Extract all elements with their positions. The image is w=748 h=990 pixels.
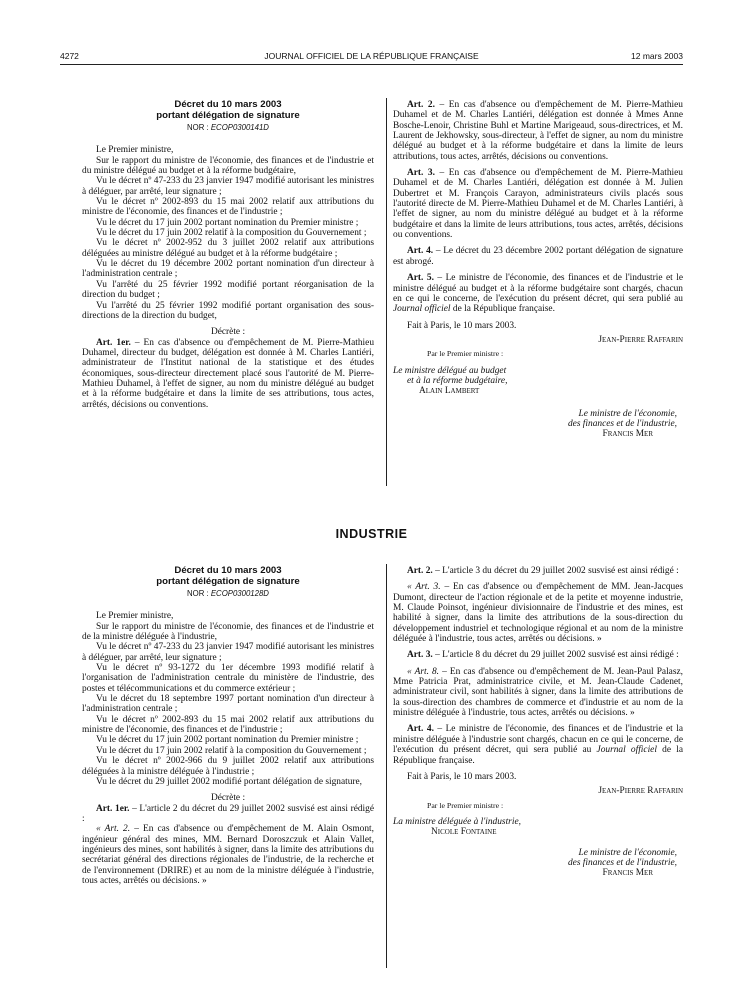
- visa-paragraph: Vu le décret nº 93-1272 du 1er décembre 1993 modifié relatif à l'organisation de l'administration centrale du ministère de l'industrie, des postes et télécommunications et du commerce extérieur ;: [82, 663, 374, 694]
- decree2-by-pm: Par le Premier ministre :: [427, 800, 504, 810]
- decree1-nor: NOR : ECOP0300141D: [187, 123, 269, 132]
- visa-paragraph: Vu le décret du 18 septembre 1997 portant nomination d'un directeur à l'administration centrale ;: [82, 694, 374, 715]
- visa-paragraph: Vu l'arrêté du 25 février 1992 modifié portant organisation des sous-directions de la direction du budget,: [82, 300, 374, 321]
- decree2-nor: NOR : ECOP0300128D: [187, 589, 269, 598]
- decree2-art1: Art. 1er. – L'article 2 du décret du 29 juillet 2002 susvisé est ainsi rédigé :: [82, 803, 375, 824]
- decree2-art2: Art. 2. – L'article 3 du décret du 29 juillet 2002 susvisé est ainsi rédigé :: [407, 566, 679, 576]
- visa-paragraph: Vu le décret nº 2002-952 du 3 juillet 2002 relatif aux attributions déléguées au ministre délégué au budget et à la réforme budgétaire ;: [82, 238, 374, 259]
- decree1-art1: Art. 1er. – En cas d'absence ou d'empêchement de M. Pierre-Mathieu Duhamel, directeur du budget, délégation est donnée à M. Charles Lantiéri, administrateur de l'Institut national de la statistique et des études économiques, sous-directeur directement placé sous l'autorité de M. Pierre-Mathieu Duhamel, à l'effet de signer, au nom du ministre délégué au budget et à la réforme budgétaire et dans la limite de ses attributions, tous actes, arrêtés, décisions ou conventions.: [82, 337, 375, 410]
- decree2-right-column: Art. 2. – L'article 3 du décret du 29 juillet 2002 susvisé est ainsi rédigé : « Art. 3. – En cas d'absence ou d'empêchement de MM. Jean-Jacques Dumont, directeur de l'action régionale et de la petite et moyenne industrie, M. Claude Poinsot, ingénieur divisionnaire de l'industrie et des mines, est habilité à signer, dans la limite des attributions de la sous-direction du développement industriel et technologique régional et au nom de la ministre déléguée à l'industrie, tous actes, arrêtés ou décisions. » Art. 3. – L'article 8 du décret du 29 juillet 2002 susvisé est ainsi rédigé : « Art. 8. – En cas d'absence ou d'empêchement de M. Jean-Paul Palasz, Mme Patricia Prat, administratrice civile, et M. Jean-Claude Cadenet, administrateur civil, sont habilités à signer, dans la limite des attributions de la sous-direction des chambres de commerce et d'industrie et au nom de la ministre déléguée à l'industrie, tous actes, arrêtés ou décisions. » Art. 4. – Le ministre de l'économie, des finances et de l'industrie et la ministre déléguée à l'industrie sont chargés, chacun en ce qui le concerne, de l'exécution du présent décret, qui sera publié au Journal officiel de la République française. Fait à Paris, le 10 mars 2003. Jean-Pierre Raffarin Par le Premier ministre : La ministre déléguée à l'industrie, Nicole Fontaine Le ministre de l'économie, des finances et de l'industrie, Francis Mer: [393, 566, 684, 879]
- visa-paragraph: Vu le décret du 17 juin 2002 relatif à la composition du Gouvernement ;: [96, 745, 367, 756]
- decree2-minister-eco-name: Francis Mer: [602, 868, 653, 879]
- decree2-minister-ind: La ministre déléguée à l'industrie,: [393, 816, 521, 827]
- decree2-art3: Art. 3. – L'article 8 du décret du 29 juillet 2002 susvisé est ainsi rédigé :: [407, 650, 679, 661]
- decree2-visas: [82, 611, 374, 787]
- decree2-art1-quote: « Art. 2. – En cas d'absence ou d'empêchement de M. Alain Osmont, ingénieur général des mines, MM. Bernard Doroszczuk et Alain Vallet, ingénieurs des mines, sont habilités à signer, dans la limite des attributions du secrétariat général des directions régionales de l'industrie, de la recherche et de l'environnement (DRIRE) et au nom de la ministre déléguée à l'industrie, tous actes, arrêtés ou décisions. »: [82, 824, 374, 886]
- decree1-decrete: Décrète :: [210, 327, 246, 338]
- decree1-art5: Art. 5. – Le ministre de l'économie, des finances et de l'industrie et le ministre délégué au budget et à la réforme budgétaire sont chargés, chacun en ce qui le concerne, de l'exécution du présent décret, qui sera publié au Journal officiel de la République française.: [393, 273, 683, 315]
- column-divider-1: [386, 98, 387, 486]
- visa-paragraph: Vu le décret du 29 juillet 2002 modifié portant délégation de signature,: [96, 776, 363, 787]
- issue-date: 12 mars 2003: [631, 51, 683, 61]
- section-title: INDUSTRIE: [335, 527, 408, 541]
- decree1-signer: Jean-Pierre Raffarin: [598, 334, 683, 345]
- column-divider-2: [386, 564, 387, 968]
- visa-paragraph: Vu le décret du 17 juin 2002 portant nomination du Premier ministre ;: [96, 217, 359, 228]
- visa-paragraph: Sur le rapport du ministre de l'économie, des finances et de l'industrie et du ministre délégué au budget et à la réforme budgétaire,: [82, 155, 374, 177]
- page-number: 4272: [60, 51, 79, 61]
- decree1-minister-eco-name: Francis Mer: [602, 429, 653, 440]
- visa-paragraph: Sur le rapport du ministre de l'économie, des finances et de l'industrie et de la ministre déléguée à l'industrie,: [82, 621, 374, 643]
- decree1-minister-budget: Le ministre délégué au budget: [393, 365, 507, 376]
- decree1-art2: Art. 2. – En cas d'absence ou d'empêchement de M. Pierre-Mathieu Duhamel et de M. Charles Lantiéri, délégation est donnée à Mmes Anne Bosche-Lenoir, Christine Buhl et Martine Marigeaud, sous-directrices, et M. Laurent de Jekhowsky, sous-directeur, à l'effet de signer, au nom du ministre délégué au budget et à la réforme budgétaire et dans la limite de leurs attributions, tous actes, arrêtés, décisions ou conventions.: [393, 100, 683, 162]
- decree2-title: Décret du 10 mars 2003 portant délégation de signature: [156, 565, 300, 587]
- visa-paragraph: Vu l'arrêté du 25 février 1992 modifié portant réorganisation de la direction du budget ;: [82, 279, 374, 301]
- visa-paragraph: Le Premier ministre,: [96, 611, 174, 622]
- visa-paragraph: Vu le décret nº 2002-893 du 15 mai 2002 relatif aux attributions du ministre de l'économie, des finances et de l'industrie ;: [82, 714, 374, 736]
- visa-paragraph: Vu le décret nº 2002-893 du 15 mai 2002 relatif aux attributions du ministre de l'économie, des finances et de l'industrie ;: [82, 197, 374, 218]
- decree1-art3: Art. 3. – En cas d'absence ou d'empêchement de M. Pierre-Mathieu Duhamel et de M. Charles Lantiéri, délégation est donnée à M. Julien Dubertret et M. François Carayon, administrateurs civils placés sous l'autorité directe de M. Pierre-Mathieu Duhamel et de M. Charles Lantiéri, à l'effet de signer, au nom du ministre délégué au budget et à la réforme budgétaire et dans la limite de leurs attributions, tous actes, arrêtés, décisions ou conventions.: [393, 168, 683, 241]
- decree1-right-column: Art. 2. – En cas d'absence ou d'empêchement de M. Pierre-Mathieu Duhamel et de M. Charles Lantiéri, délégation est donnée à Mmes Anne Bosche-Lenoir, Christine Buhl et Martine Marigeaud, sous-directrices, et M. Laurent de Jekhowsky, sous-directeur, à l'effet de signer, au nom du ministre délégué au budget et à la réforme budgétaire et dans la limite de leurs attributions, tous actes, arrêtés, décisions ou conventions. Art. 3. – En cas d'absence ou d'empêchement de M. Pierre-Mathieu Duhamel et de M. Charles Lantiéri, délégation est donnée à M. Julien Dubertret et M. François Carayon, administrateurs civils placés sous l'autorité directe de M. Pierre-Mathieu Duhamel et de M. Charles Lantiéri, à l'effet de signer, au nom du ministre délégué au budget et à la réforme budgétaire et dans la limite de leurs attributions, tous actes, arrêtés, décisions ou conventions. Art. 4. – Le décret du 23 décembre 2002 portant délégation de signature est abrogé. Art. 5. – Le ministre de l'économie, des finances et de l'industrie et le ministre délégué au budget et à la réforme budgétaire sont chargés, chacun en ce qui le concerne, de l'exécution du présent décret, qui sera publié au Journal officiel de la République française. Fait à Paris, le 10 mars 2003. Jean-Pierre Raffarin Par le Premier ministre : Le ministre délégué au budget et à la réforme budgétaire, Alain Lambert Le ministre de l'économie, des finances et de l'industrie, Francis Mer: [393, 100, 683, 440]
- decree2-minister-ind-name: Nicole Fontaine: [431, 827, 497, 838]
- decree1-by-pm: Par le Premier ministre :: [427, 349, 504, 359]
- decree2-art3-quote: « Art. 8. – En cas d'absence ou d'empêchement de M. Jean-Paul Palasz, Mme Patricia Prat, administratrice civile, et M. Jean-Claude Cadenet, administrateur civil, sont habilités à signer, dans la limite des attributions de la sous-direction des chambres de commerce et d'industrie et au nom de la ministre déléguée à l'industrie, tous actes, arrêtés ou décisions. »: [393, 666, 683, 719]
- decree2-done: Fait à Paris, le 10 mars 2003.: [407, 771, 517, 782]
- visa-paragraph: Le Premier ministre,: [96, 145, 174, 156]
- decree1-art4: Art. 4. – Le décret du 23 décembre 2002 portant délégation de signature est abrogé.: [393, 246, 683, 267]
- visa-paragraph: Vu le décret du 17 juin 2002 portant nomination du Premier ministre ;: [96, 735, 359, 746]
- visa-paragraph: Vu le décret du 19 décembre 2002 portant nomination d'un directeur à l'administration centrale ;: [82, 259, 374, 280]
- decree1-minister-eco: Le ministre de l'économie,: [578, 408, 677, 419]
- visa-paragraph: Vu le décret du 17 juin 2002 relatif à la composition du Gouvernement ;: [96, 228, 367, 239]
- decree2-art2-quote: « Art. 3. – En cas d'absence ou d'empêchement de MM. Jean-Jacques Dumont, directeur de l'action régionale et de la petite et moyenne industrie, M. Claude Poinsot, ingénieur divisionnaire de l'industrie et des mines, est habilité à signer, dans la limite des attributions de la sous-direction du développement industriel et technologique régional et au nom de la ministre déléguée à l'industrie, tous actes, arrêtés ou décisions. »: [393, 582, 684, 645]
- decree2-minister-eco: Le ministre de l'économie,: [578, 847, 677, 858]
- decree1-visas: [82, 145, 374, 321]
- decree2-decrete: Décrète :: [210, 793, 246, 804]
- decree2-left-column: [82, 566, 374, 886]
- header-rule: [60, 64, 683, 65]
- decree1-minister-budget-name: Alain Lambert: [419, 386, 480, 397]
- decree1-title: Décret du 10 mars 2003 portant délégation de signature: [156, 99, 300, 121]
- visa-paragraph: Vu le décret nº 2002-966 du 9 juillet 2002 relatif aux attributions déléguées à la ministre déléguée à l'industrie ;: [82, 756, 374, 777]
- visa-paragraph: Vu le décret nº 47-233 du 23 janvier 1947 modifié autorisant les ministres à déléguer, par arrêté, leur signature ;: [82, 176, 374, 197]
- decree2-signer: Jean-Pierre Raffarin: [598, 786, 683, 797]
- decree1-left-column: [82, 100, 374, 410]
- page-header: [60, 51, 683, 63]
- decree1-done: Fait à Paris, le 10 mars 2003.: [407, 320, 517, 331]
- visa-paragraph: Vu le décret nº 47-233 du 23 janvier 1947 modifié autorisant les ministres à déléguer, par arrêté, leur signature ;: [82, 642, 374, 663]
- journal-title: JOURNAL OFFICIEL DE LA RÉPUBLIQUE FRANÇAISE: [264, 51, 479, 61]
- decree2-art4: Art. 4. – Le ministre de l'économie, des finances et de l'industrie et la ministre déléguée à l'industrie sont chargés, chacun en ce qui le concerne, de l'exécution du présent décret, qui sera publié au Journal officiel de la République française.: [393, 724, 684, 766]
